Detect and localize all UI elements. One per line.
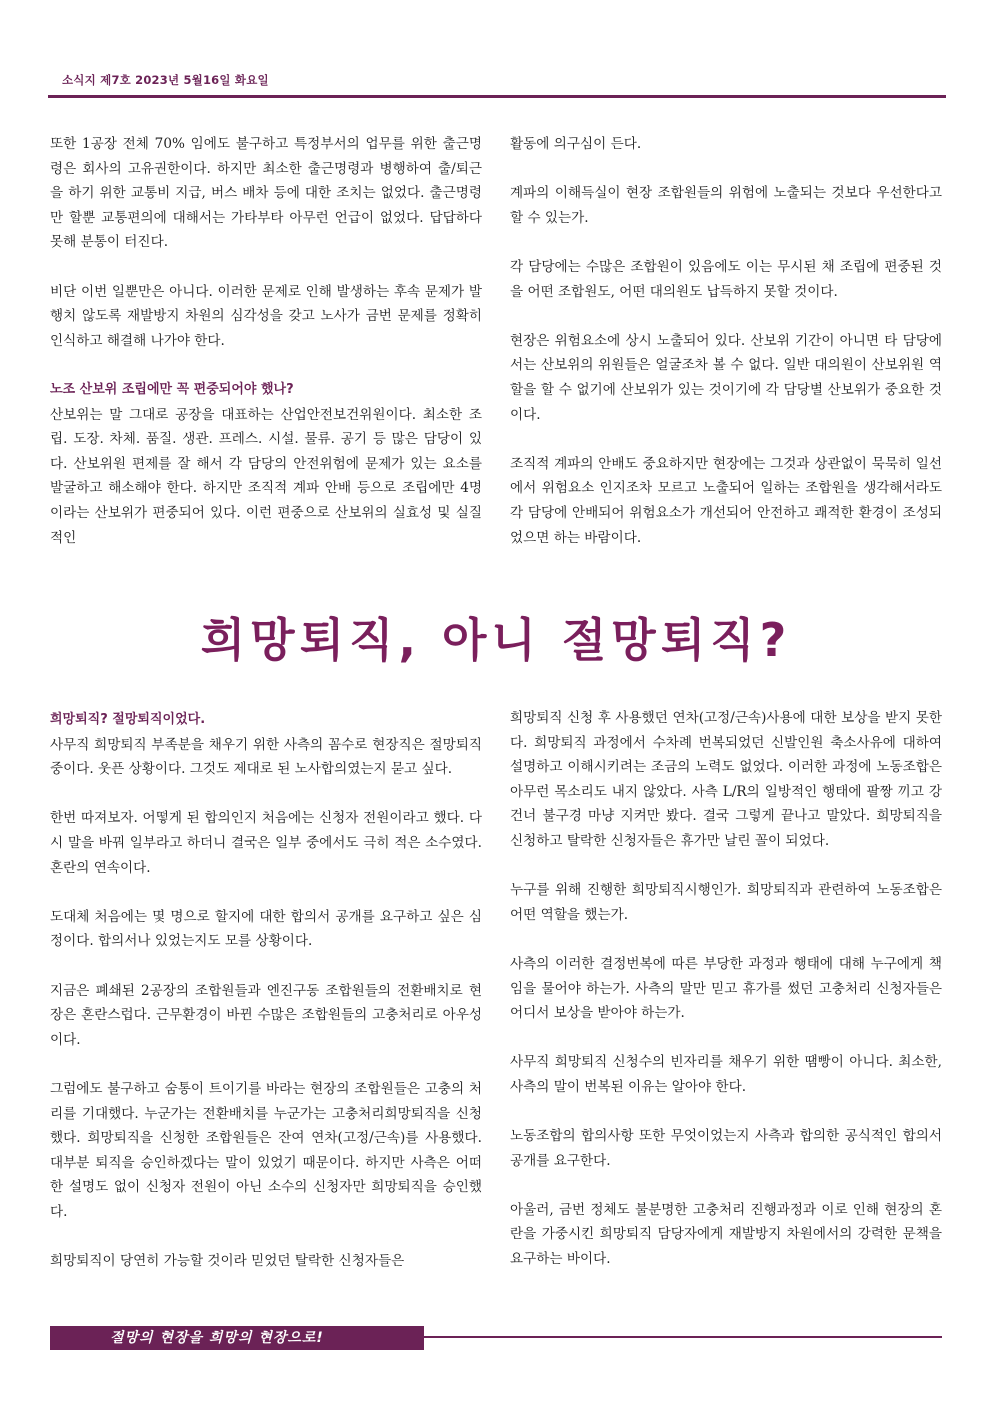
section-heading: 노조 산보위 조립에만 꼭 편중되어야 했나? xyxy=(50,381,294,397)
paragraph: 노동조합의 합의사항 또한 무엇이었는지 사측과 합의한 공식적인 합의서 공개를 요구한다. xyxy=(510,1128,942,1169)
paragraph: 도대체 처음에는 몇 명으로 할지에 대한 합의서 공개를 요구하고 싶은 심정이다. 합의서나 있었는지도 모를 상황이다. xyxy=(50,908,482,950)
paragraph: 희망퇴직이 당연히 가능할 것이라 믿었던 탈락한 신청자들은 xyxy=(50,1253,405,1270)
paragraph: 계파의 이해득실이 현장 조합원들의 위험에 노출되는 것보다 우선한다고 할 수 있는가. xyxy=(510,185,942,226)
paragraph: 현장은 위험요소에 상시 노출되어 있다. 산보위 기간이 아니면 타 담당에서는 산보위의 위원들은 얼굴조차 볼 수 없다. 일반 대의원이 산보위원 역할을 할 수 없기에 산보위가 있는 것이기에 각 담당별 산보위가 중요한 것이다. xyxy=(510,332,942,423)
paragraph: 사측의 이러한 결정번복에 따른 부당한 과정과 행태에 대해 누구에게 책임을 물어야 하는가. 사측의 말만 믿고 휴가를 썼던 고충처리 신청자들은 어디서 보상을 받아야 하는가. xyxy=(510,955,942,1022)
paragraph: 사무직 희망퇴직 신청수의 빈자리를 채우기 위한 땜빵이 아니다. 최소한, 사측의 말이 번복된 이유는 알아야 한다. xyxy=(510,1054,942,1095)
top-left-column xyxy=(50,132,482,550)
footer-divider xyxy=(424,1336,942,1338)
paragraph: 지금은 폐쇄된 2공장의 조합원들과 엔진구동 조합원들의 전환배치로 현장은 혼란스럽다. 근무환경이 바뀐 수많은 조합원들의 고충처리로 아우성이다. xyxy=(50,982,482,1048)
footer-slogan: 절망의 현장을 희망의 현장으로! xyxy=(50,1326,424,1350)
bottom-right-column xyxy=(510,706,942,1272)
paragraph: 활동에 의구심이 든다. xyxy=(510,136,642,152)
newsletter-header: 소식지 제7호 2023년 5월16일 화요일 xyxy=(62,73,269,87)
top-right-column xyxy=(510,132,942,550)
article-title: 희망퇴직, 아니 절망퇴직? xyxy=(200,613,792,667)
header-divider xyxy=(48,95,946,98)
bottom-left-column xyxy=(50,708,482,1274)
paragraph: 그럼에도 불구하고 숨통이 트이기를 바라는 현장의 조합원들은 고충의 처리를 기대했다. 누군가는 전환배치를 누군가는 고충처리희망퇴직을 신청했다. 희망퇴직을 신청한 조합원들은 잔여 연차(고정/근속)를 사용했다. 대부분 퇴직을 승인하겠다는 말이 있었기 때문이다. 하지만 사측은 어떠한 설명도 없이 신청자 전원이 아닌 소수의 신청자만 희망퇴직을 승인했다. xyxy=(50,1080,482,1220)
paragraph: 아울러, 금번 정체도 불분명한 고충처리 진행과정과 이로 인해 현장의 혼란을 가중시킨 희망퇴직 담당자에게 재발방지 차원에서의 강력한 문책을 요구하는 바이다. xyxy=(510,1201,942,1268)
paragraph: 또한 1공장 전체 70% 임에도 불구하고 특정부서의 업무를 위한 출근명령은 회사의 고유권한이다. 하지만 최소한 출근명령과 병행하여 출/퇴근을 하기 위한 교통비 지급, 버스 배차 등에 대한 조치는 없었다. 출근명령만 할뿐 교통편의에 대해서는 가타부타 아무런 언급이 없었다. 답답하다 못해 분통이 터진다. xyxy=(50,136,482,251)
paragraph: 비단 이번 일뿐만은 아니다. 이러한 문제로 인해 발생하는 후속 문제가 발행치 않도록 재발방지 차원의 심각성을 갖고 노사가 금번 문제를 정확히 인식하고 해결해 나가야 한다. xyxy=(50,283,482,349)
paragraph: 각 담당에는 수많은 조합원이 있음에도 이는 무시된 채 조립에 편중된 것을 어떤 조합원도, 어떤 대의원도 납득하지 못할 것이다. xyxy=(510,258,942,300)
paragraph: 조직적 계파의 안배도 중요하지만 현장에는 그것과 상관없이 묵묵히 일선에서 위험요소 인지조차 모르고 노출되어 일하는 조합원을 생각해서라도 각 담당에 안배되어 위험요소가 개선되어 안전하고 쾌적한 환경이 조성되었으면 하는 바람이다. xyxy=(510,455,942,546)
paragraph: 누구를 위해 진행한 희망퇴직시행인가. 희망퇴직과 관련하여 노동조합은 어떤 역할을 했는가. xyxy=(510,882,942,923)
paragraph: 사무직 희망퇴직 부족분을 채우기 위한 사측의 꼼수로 현장직은 절망퇴직중이다. 웃픈 상황이다. 그것도 제대로 된 노사합의였는지 묻고 싶다. xyxy=(50,736,482,778)
paragraph: 한번 따져보자. 어떻게 된 합의인지 처음에는 신청자 전원이라고 했다. 다시 말을 바꿔 일부라고 하더니 결국은 일부 중에서도 극히 적은 소수였다. 혼란의 연속이다. xyxy=(50,810,482,876)
section-heading: 희망퇴직? 절망퇴직이었다. xyxy=(50,712,206,727)
paragraph: 산보위는 말 그대로 공장을 대표하는 산업안전보건위원이다. 최소한 조립. 도장. 차체. 품질. 생관. 프레스. 시설. 물류. 공기 등 많은 담당이 있다. 산보위원 편제를 잘 해서 각 담당의 안전위험에 문제가 있는 요소를 발굴하고 해소해야 한다. 하지만 조직적 계파 안배 등으로 조립에만 4명이라는 산보위가 편중되어 있다. 이런 편중으로 산보위의 실효성 및 실질적인 xyxy=(50,406,482,546)
paragraph: 희망퇴직 신청 후 사용했던 연차(고정/근속)사용에 대한 보상을 받지 못한다. 희망퇴직 과정에서 수차례 번복되었던 신발인원 축소사유에 대하여 설명하고 이해시키려는 조금의 노력도 없었다. 이러한 과정에 노동조합은 아무런 목소리도 내지 않았다. 사측 L/R의 일방적인 행태에 팔짱 끼고 강 건너 불구경 마냥 지켜만 봤다. 결국 그렇게 끝나고 말았다. 희망퇴직을 신청하고 탈락한 신청자들은 휴가만 날린 꼴이 되었다. xyxy=(510,710,942,849)
